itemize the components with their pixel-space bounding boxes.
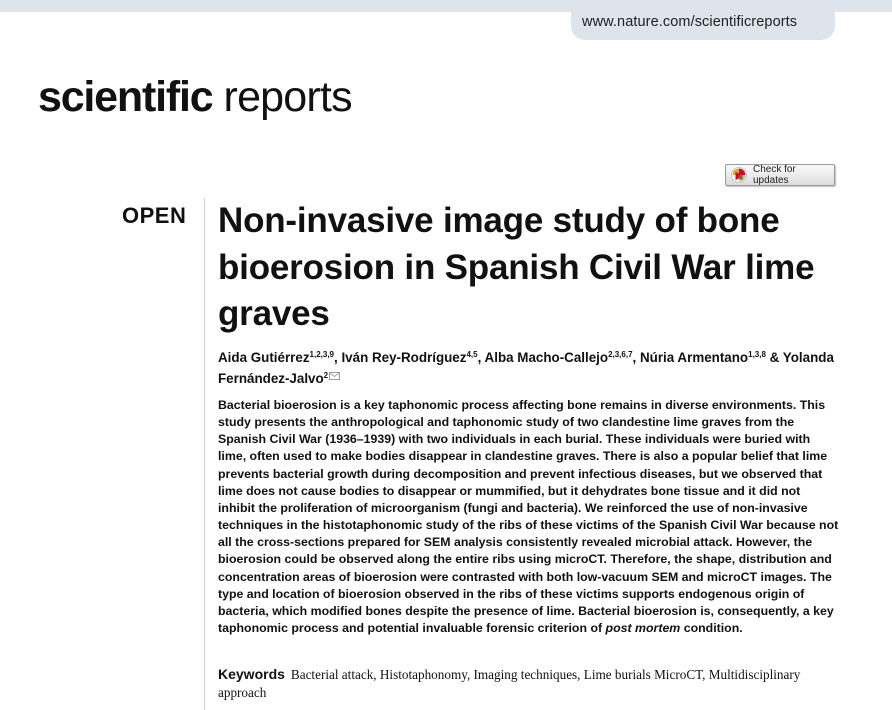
author-affiliation[interactable]: 2,3,6,7 bbox=[608, 350, 633, 359]
author-affiliation[interactable]: 2 bbox=[323, 371, 329, 380]
author-name[interactable]: Alba Macho-Callejo bbox=[484, 350, 609, 365]
author-separator: , bbox=[334, 350, 342, 365]
divider-line bbox=[204, 198, 205, 710]
journal-url-text[interactable]: www.nature.com/scientificreports bbox=[582, 14, 798, 30]
author-name[interactable]: Iván Rey-Rodríguez bbox=[341, 350, 467, 365]
author-name[interactable]: Núria Armentano bbox=[639, 350, 749, 365]
author-separator: & bbox=[765, 350, 783, 365]
journal-logo-bold: scientific bbox=[38, 73, 213, 121]
keywords-section bbox=[218, 665, 838, 702]
author-separator: , bbox=[632, 350, 640, 365]
author-separator: , bbox=[477, 350, 485, 365]
author-affiliation[interactable]: 1,2,3,9 bbox=[309, 350, 334, 359]
author-affiliation[interactable]: 1,3,8 bbox=[748, 350, 766, 359]
check-for-updates-button[interactable] bbox=[725, 164, 835, 186]
abstract-end: condition. bbox=[680, 621, 743, 636]
author-list bbox=[218, 346, 848, 388]
crossmark-icon bbox=[731, 167, 747, 183]
author-affiliation[interactable]: 4,5 bbox=[466, 350, 478, 359]
journal-url[interactable] bbox=[571, 0, 835, 40]
article-title: Non-invasive image study of bone bioerosion in Spanish Civil War lime graves bbox=[218, 201, 815, 333]
open-access-label: OPEN bbox=[122, 203, 187, 228]
keywords-list: Bacterial attack, Histotaphonomy, Imaging techniques, Lime burials MicroCT, Multidisciplinary approach bbox=[218, 667, 801, 700]
check-for-updates-label[interactable]: Check for updates bbox=[752, 164, 796, 186]
abstract-text: Bacterial bioerosion is a key taphonomic process affecting bone remains in diverse environments. This study presents the anthropological and taphonomic study of two clandestine lime graves from the Spanish Civil War (1936–1939) with two individuals in each burial. These individuals were buried with lime, often used to make bodies disappear in clandestine graves. There is also a popular belief that lime prevents bacterial growth during decomposition and prevent infectious diseases, but we observed that lime does not cause bodies to disappear or mummified, but it dehydrates bone tissue and it did not inhibit the proliferation of microorganism (fungi and bacteria). We reinforced the use of non-invasive techniques in the histotaphonomic study of the ribs of these victims of the Spanish Civil War because not all the cross-sections prepared for SEM analysis consistently revealed microbial attack. However, the bioerosion could be observed along the entire ribs using microCT. Therefore, the shape, distribution and concentration areas of bioerosion were contrasted with both low-vacuum SEM and microCT images. The type and location of bioerosion observed in the ribs of these victims supports endogenous origin of bacteria, which modified bones despite the presence of lime. Bacterial bioerosion is, consequently, a key taphonomic process and potential invaluable forensic criterion of bbox=[218, 398, 839, 636]
author-name[interactable]: Aida Gutiérrez bbox=[218, 350, 310, 365]
abstract-italic: post mortem bbox=[605, 621, 681, 636]
envelope-icon[interactable] bbox=[329, 372, 340, 380]
abstract bbox=[218, 397, 840, 637]
journal-logo-regular: reports bbox=[212, 73, 352, 121]
author-name[interactable]: Yolanda Fernández-Jalvo bbox=[218, 350, 834, 386]
journal-logo bbox=[38, 72, 352, 122]
keywords-label: Keywords bbox=[218, 666, 285, 682]
